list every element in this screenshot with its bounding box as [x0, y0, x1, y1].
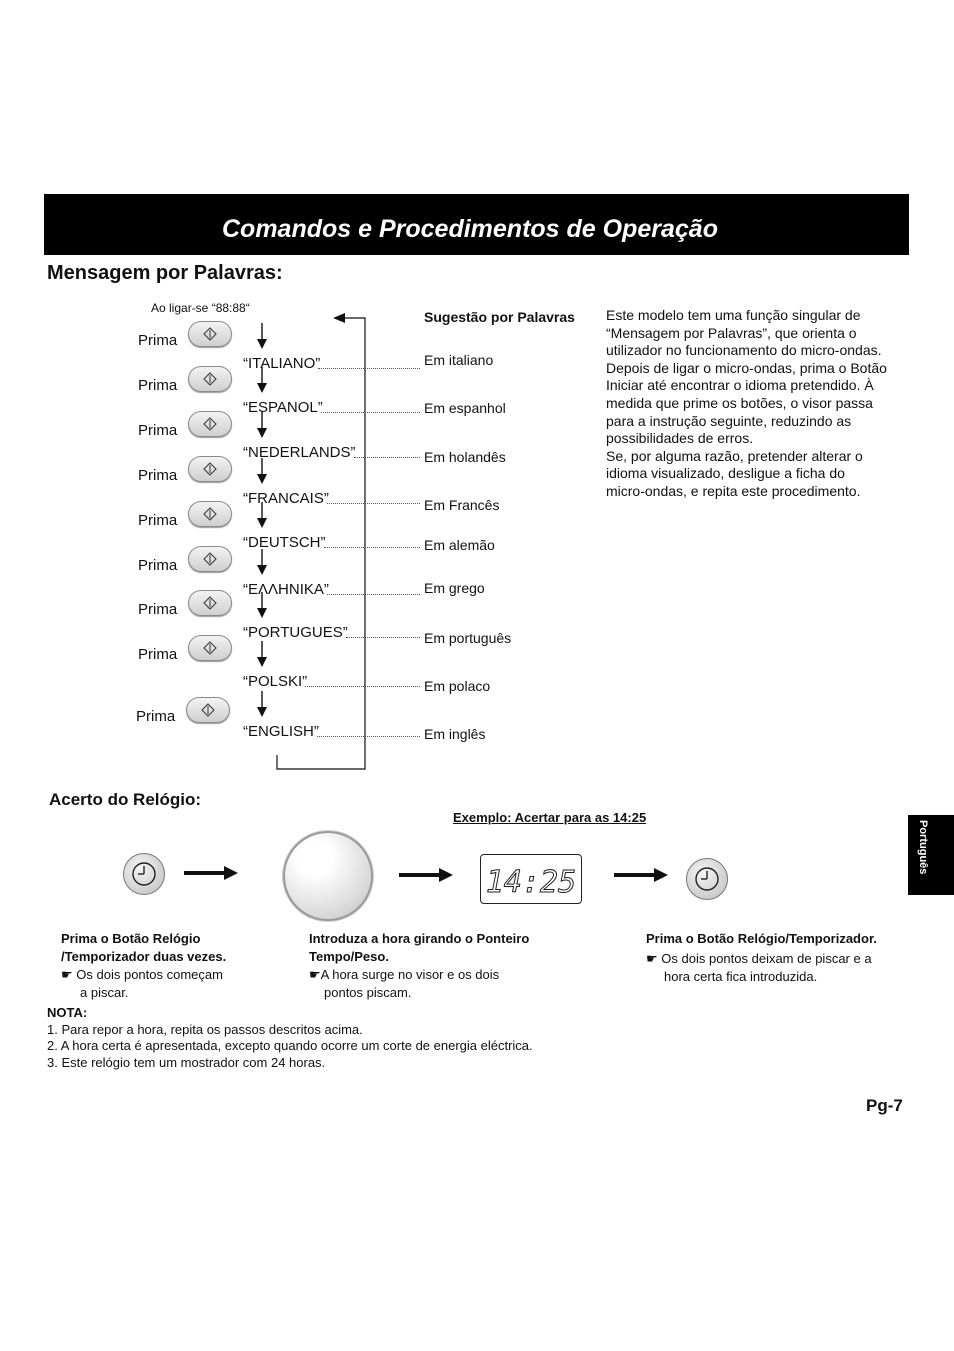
start-diamond-icon	[189, 591, 231, 615]
clock-icon	[124, 854, 164, 894]
language-display-text: “ESPANOL”	[243, 399, 323, 416]
arrow-down-icon	[256, 367, 268, 393]
start-button[interactable]	[188, 321, 232, 347]
clock-step-3	[646, 930, 877, 986]
language-suggestion: Em grego	[424, 580, 485, 596]
suggestion-header: Sugestão por Palavras	[424, 309, 575, 325]
display-digits: 14:25	[485, 865, 577, 900]
start-button[interactable]	[188, 590, 232, 616]
time-weight-dial[interactable]	[283, 831, 373, 921]
prima-label: Prima	[138, 512, 178, 529]
note-item: 1. Para repor a hora, repita os passos descritos acima.	[47, 1021, 363, 1037]
start-diamond-icon	[189, 412, 231, 436]
language-suggestion: Em polaco	[424, 678, 491, 694]
step3-note: Os dois pontos deixam de piscar e a	[661, 951, 872, 966]
step1-note: Os dois pontos começam	[76, 967, 223, 982]
description-line: Este modelo tem uma função singular de	[606, 307, 861, 323]
pointing-hand-icon: ☛	[309, 967, 321, 982]
language-suggestion: Em português	[424, 630, 512, 646]
description-line: idioma visualizado, desligue a ficha do	[606, 465, 845, 482]
arrow-down-icon	[256, 691, 268, 717]
language-display-text: “NEDERLANDS”	[243, 444, 356, 461]
prima-label: Prima	[138, 467, 178, 484]
language-display-text: “FRANCAIS”	[243, 490, 329, 507]
step3-note: hora certa fica introduzida.	[664, 969, 818, 984]
dotted-leader	[346, 637, 420, 638]
section-title-word-messages: Mensagem por Palavras:	[47, 262, 283, 284]
description-line: Se, por alguma razão, pretender alterar o	[606, 447, 863, 464]
arrow-down-icon	[256, 323, 268, 349]
arrow-down-icon	[256, 549, 268, 575]
return-arrow-head	[333, 313, 345, 323]
power-on-note: Ao ligar-se “88:88“	[151, 301, 250, 315]
clock-display	[480, 854, 582, 904]
prima-label: Prima	[138, 646, 178, 663]
seven-segment-readout	[481, 855, 581, 903]
dotted-leader	[317, 736, 420, 737]
dotted-leader	[324, 547, 421, 548]
language-display-text: “ENGLISH”	[243, 723, 319, 740]
page-number: Pg-7	[866, 1096, 903, 1115]
start-diamond-icon	[189, 367, 231, 391]
arrow-down-icon	[256, 641, 268, 667]
description-line: micro-ondas, e repita este procedimento.	[606, 482, 861, 499]
clock-example: Exemplo: Acertar para as 14:25	[453, 810, 647, 825]
language-suggestion: Em inglês	[424, 726, 486, 742]
arrow-down-icon	[256, 592, 268, 618]
arrow-right-icon	[182, 864, 242, 882]
side-tab-label: Português	[917, 820, 929, 875]
prima-label: Prima	[136, 708, 176, 725]
start-diamond-icon	[189, 547, 231, 571]
start-button[interactable]	[188, 546, 232, 572]
clock-step-2	[309, 930, 529, 1002]
description-line: medida que prime os botões, o visor passa	[606, 394, 873, 411]
arrow-down-icon	[256, 458, 268, 484]
step2-title: Tempo/Peso.	[309, 949, 389, 964]
start-button[interactable]	[186, 697, 230, 723]
start-diamond-icon	[187, 698, 229, 722]
prima-label: Prima	[138, 332, 178, 349]
dotted-leader	[305, 686, 420, 687]
pointing-hand-icon: ☛	[646, 951, 662, 966]
start-button[interactable]	[188, 411, 232, 437]
note-item: 3. Este relógio tem um mostrador com 24 horas.	[47, 1054, 326, 1070]
start-button[interactable]	[188, 501, 232, 527]
arrow-down-icon	[256, 412, 268, 438]
language-suggestion: Em holandês	[424, 449, 506, 465]
dotted-leader	[327, 503, 420, 504]
clock-step-1	[61, 930, 226, 1002]
arrow-down-icon	[256, 502, 268, 528]
word-message-description	[606, 307, 887, 501]
start-button[interactable]	[188, 635, 232, 661]
step1-title: Prima o Botão Relógio	[61, 931, 201, 946]
start-diamond-icon	[189, 457, 231, 481]
step1-title: /Temporizador duas vezes.	[61, 949, 227, 964]
prima-label: Prima	[138, 422, 178, 439]
step2-note: A hora surge no visor e os dois	[320, 967, 500, 982]
description-line: possibilidades de erros.	[606, 430, 754, 447]
description-line: utilizador no funcionamento do micro-ondas.	[606, 342, 882, 359]
prima-label: Prima	[138, 601, 178, 618]
language-display-text: “DEUTSCH”	[243, 534, 326, 551]
clock-timer-button[interactable]	[686, 858, 728, 900]
language-display-text: “ITALIANO”	[243, 355, 321, 372]
description-line: Iniciar até encontrar o idioma pretendido. À	[606, 377, 874, 394]
language-suggestion: Em alemão	[424, 537, 495, 553]
dotted-leader	[354, 457, 420, 458]
nota-title: NOTA:	[47, 1005, 88, 1020]
description-line: “Mensagem por Palavras”, que orienta o	[606, 324, 857, 341]
step2-note: pontos piscam.	[324, 985, 412, 1000]
language-display-text: “PORTUGUES”	[243, 624, 348, 641]
page-title: Comandos e Procedimentos de Operação	[222, 215, 718, 243]
section-title-clock: Acerto do Relógio:	[49, 790, 202, 809]
language-display-text: “POLSKI”	[243, 673, 308, 690]
note-item: 2. A hora certa é apresentada, excepto quando ocorre um corte de energia eléctrica.	[47, 1038, 533, 1053]
language-suggestion: Em italiano	[424, 352, 494, 368]
prima-label: Prima	[138, 377, 178, 394]
start-diamond-icon	[189, 322, 231, 346]
language-suggestion: Em espanhol	[424, 400, 506, 416]
step1-note: a piscar.	[80, 985, 129, 1000]
step3-title: Prima o Botão Relógio/Temporizador.	[646, 931, 877, 946]
dotted-leader	[318, 368, 420, 369]
prima-label: Prima	[138, 557, 178, 574]
arrow-right-icon	[612, 866, 672, 884]
clock-timer-button[interactable]	[123, 853, 165, 895]
language-display-text: “ΕΛΛΗΝΙΚΑ”	[243, 581, 329, 598]
pointing-hand-icon: ☛	[61, 967, 77, 982]
arrow-right-icon	[397, 866, 457, 884]
step2-title: Introduza a hora girando o Ponteiro	[309, 931, 530, 946]
dotted-leader	[327, 594, 420, 595]
start-diamond-icon	[189, 636, 231, 660]
description-line: para a instrução seguinte, reduzindo as	[606, 412, 852, 429]
dotted-leader	[321, 412, 420, 413]
notes	[47, 1005, 533, 1071]
start-button[interactable]	[188, 456, 232, 482]
start-button[interactable]	[188, 366, 232, 392]
language-suggestion: Em Francês	[424, 497, 500, 513]
clock-icon	[687, 859, 727, 899]
description-line: Depois de ligar o micro-ondas, prima o Botão	[606, 359, 887, 376]
start-diamond-icon	[189, 502, 231, 526]
